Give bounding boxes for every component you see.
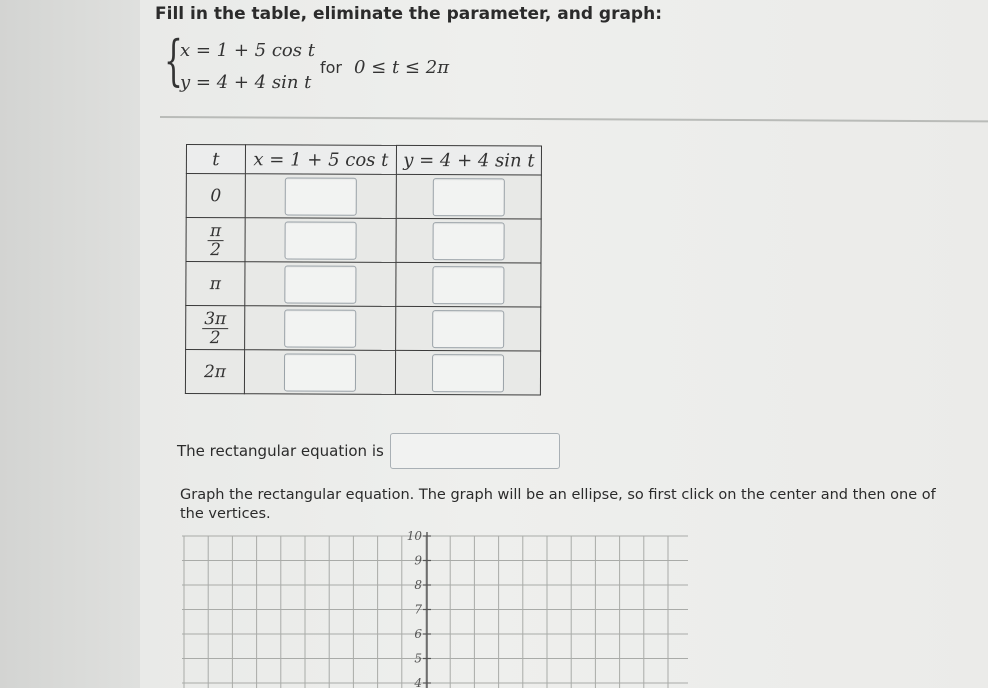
y-tick-label: 5 (414, 651, 422, 666)
graph-canvas[interactable] (182, 528, 688, 688)
x-answer-input[interactable] (284, 221, 356, 259)
x-equation: x = 1 + 5 cos t (180, 40, 315, 61)
table-row (186, 262, 541, 308)
t-value (186, 218, 245, 262)
fraction-denominator: 2 (210, 239, 221, 260)
table-row (186, 306, 541, 352)
values-table (185, 144, 542, 396)
header-t: t (186, 145, 245, 174)
rectangular-equation-input[interactable] (390, 433, 560, 469)
for-label: for (320, 58, 342, 77)
graph-grid (182, 536, 688, 688)
header-x: x = 1 + 5 cos t (245, 145, 396, 175)
system-brace: { (164, 29, 183, 92)
rectangular-equation-label: The rectangular equation is (177, 442, 384, 460)
t-fraction (208, 222, 223, 259)
t-fraction (202, 310, 228, 347)
y-answer-input[interactable] (432, 354, 504, 392)
fraction-denominator: 2 (209, 327, 221, 348)
y-tick-label: 7 (414, 602, 422, 617)
t-value: π (186, 262, 245, 306)
y-answer-input[interactable] (432, 310, 504, 348)
y-tick-label: 9 (414, 553, 422, 568)
y-axis (423, 532, 431, 688)
x-answer-input[interactable] (284, 265, 356, 303)
parameter-range: 0 ≤ t ≤ 2π (354, 57, 450, 78)
table-header-row (186, 145, 541, 176)
y-tick-label: 4 (414, 676, 422, 688)
y-tick-label: 8 (414, 578, 422, 592)
graph-instructions: Graph the rectangular equation. The graph will be an ellipse, so first click on the center and then one of the vertices. (180, 487, 936, 522)
y-answer-input[interactable] (432, 266, 504, 304)
t-value (186, 306, 245, 350)
table-row (185, 350, 540, 396)
y-equation: y = 4 + 4 sin t (180, 72, 312, 93)
x-answer-input[interactable] (284, 309, 356, 347)
y-tick-labels (407, 529, 423, 688)
x-answer-input[interactable] (285, 177, 357, 215)
question-prompt: Fill in the table, eliminate the parameter, and graph: (155, 4, 663, 24)
header-y: y = 4 + 4 sin t (396, 145, 541, 175)
y-tick-label: 6 (414, 627, 422, 641)
y-answer-input[interactable] (433, 178, 505, 216)
t-value: 0 (186, 174, 245, 218)
fraction-numerator: 3π (204, 308, 227, 329)
y-tick-label: 10 (406, 529, 422, 543)
table-row (186, 218, 541, 264)
t-value: 2π (185, 350, 244, 394)
x-answer-input[interactable] (284, 353, 356, 391)
y-answer-input[interactable] (432, 222, 504, 260)
fraction-numerator: π (209, 220, 222, 241)
table-row (186, 174, 541, 220)
